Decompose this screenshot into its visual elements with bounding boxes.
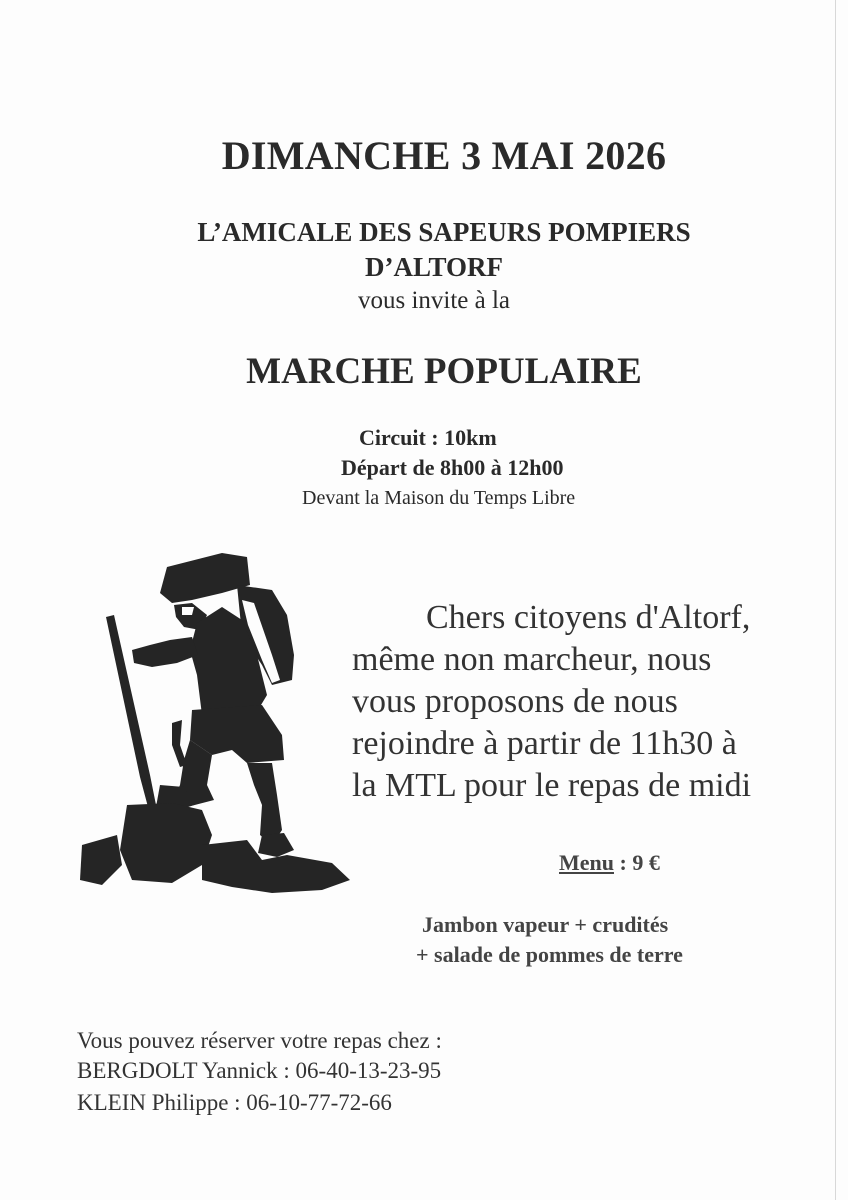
organizer-line-2: D’ALTORF — [364, 252, 504, 282]
menu-label: Menu — [559, 850, 614, 875]
circuit-distance: Circuit : 10km — [359, 425, 497, 450]
menu-price — [559, 850, 660, 876]
dish-line-1: Jambon vapeur + crudités — [422, 912, 669, 937]
event-date: DIMANCHE 3 MAI 2026 — [221, 133, 667, 178]
hiker-icon — [72, 545, 357, 895]
message-line: vous proposons de nous — [352, 683, 678, 720]
dish-line-2: + salade de pommes de terre — [416, 942, 683, 967]
message-line: la MTL pour le repas de midi — [352, 767, 752, 804]
organizer-line-1: L’AMICALE DES SAPEURS POMPIERS — [197, 217, 691, 247]
event-title: MARCHE POPULAIRE — [246, 351, 642, 392]
menu-separator: : — [614, 850, 633, 875]
departure-time: Départ de 8h00 à 12h00 — [341, 455, 564, 480]
message-line: Chers citoyens d'Altorf, — [426, 599, 751, 636]
departure-location: Devant la Maison du Temps Libre — [302, 487, 576, 509]
reservation-intro: Vous pouvez réserver votre repas chez : — [77, 1028, 442, 1053]
message-line: même non marcheur, nous — [352, 641, 712, 678]
page-edge — [835, 0, 836, 1200]
message-line: rejoindre à partir de 11h30 à — [352, 725, 737, 762]
contact-entry: KLEIN Philippe : 06-10-77-72-66 — [77, 1090, 392, 1115]
contact-entry: BERGDOLT Yannick : 06-40-13-23-95 — [77, 1058, 442, 1083]
invite-text: vous invite à la — [357, 287, 511, 314]
price-value: 9 € — [632, 850, 660, 875]
